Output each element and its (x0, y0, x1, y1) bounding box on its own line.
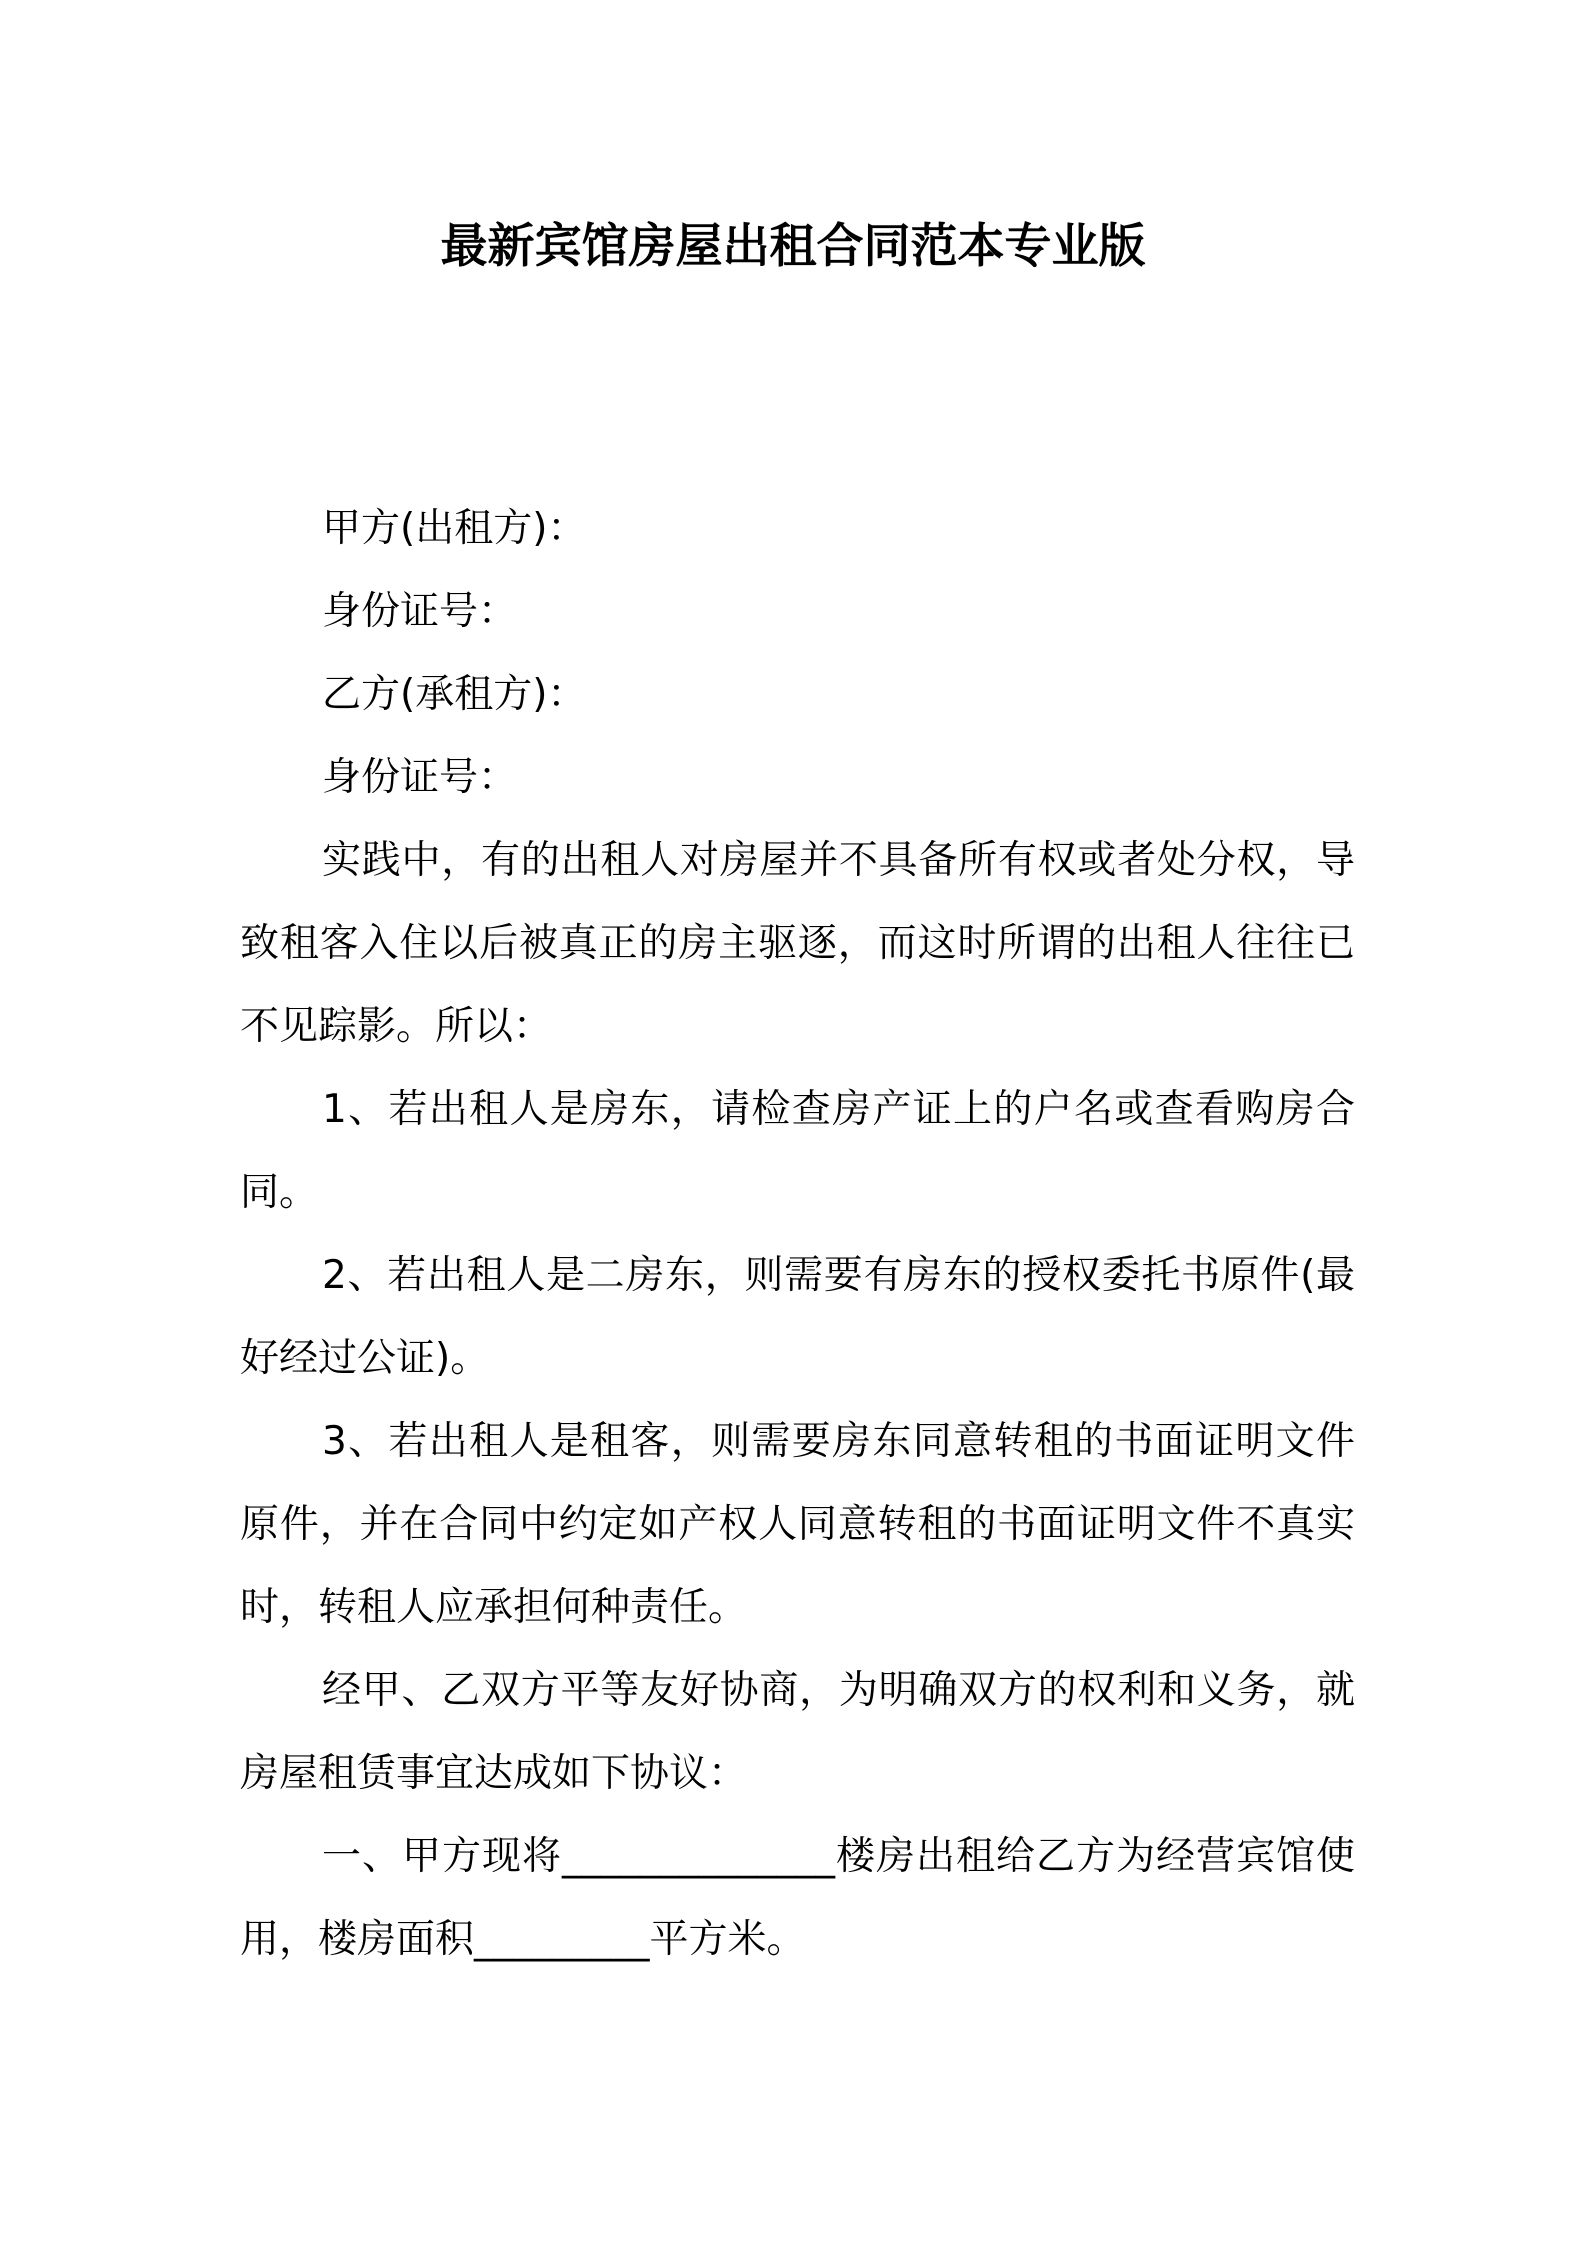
party-a-id-field: 身份证号： (322, 589, 518, 634)
paragraph-item-2: 2、若出租人是二房东，则需要有房东的授权委托书原件(最好经过公证)。 (240, 1253, 1355, 1381)
paragraph-intro: 实践中，有的出租人对房屋并不具备所有权或者处分权，导致租客入住以后被真正的房主驱逐，而这时所谓的出租人往往已不见踪影。所以： (240, 838, 1355, 1049)
paragraph-item-3: 3、若出租人是租客，则需要房东同意转租的书面证明文件原件，并在合同中约定如产权人同意转租的书面证明文件不真实时，转租人应承担何种责任。 (240, 1419, 1355, 1630)
document-title: 最新宾馆房屋出租合同范本专业版 (440, 219, 1146, 274)
party-b-field: 乙方(承租方)： (322, 672, 587, 717)
paragraph-item-1: 1、若出租人是房东，请检查房产证上的户名或查看购房合同。 (240, 1087, 1355, 1215)
paragraph-clause-1: 一、甲方现将______________楼房出租给乙方为经营宾馆使用，楼房面积_________平方米。 (240, 1834, 1355, 1962)
paragraph-agreement: 经甲、乙双方平等友好协商，为明确双方的权利和义务，就房屋租赁事宜达成如下协议： (240, 1668, 1355, 1796)
document-body (240, 487, 1355, 1981)
party-b-id-field: 身份证号： (322, 755, 518, 800)
party-a-field: 甲方(出租方)： (322, 506, 587, 551)
